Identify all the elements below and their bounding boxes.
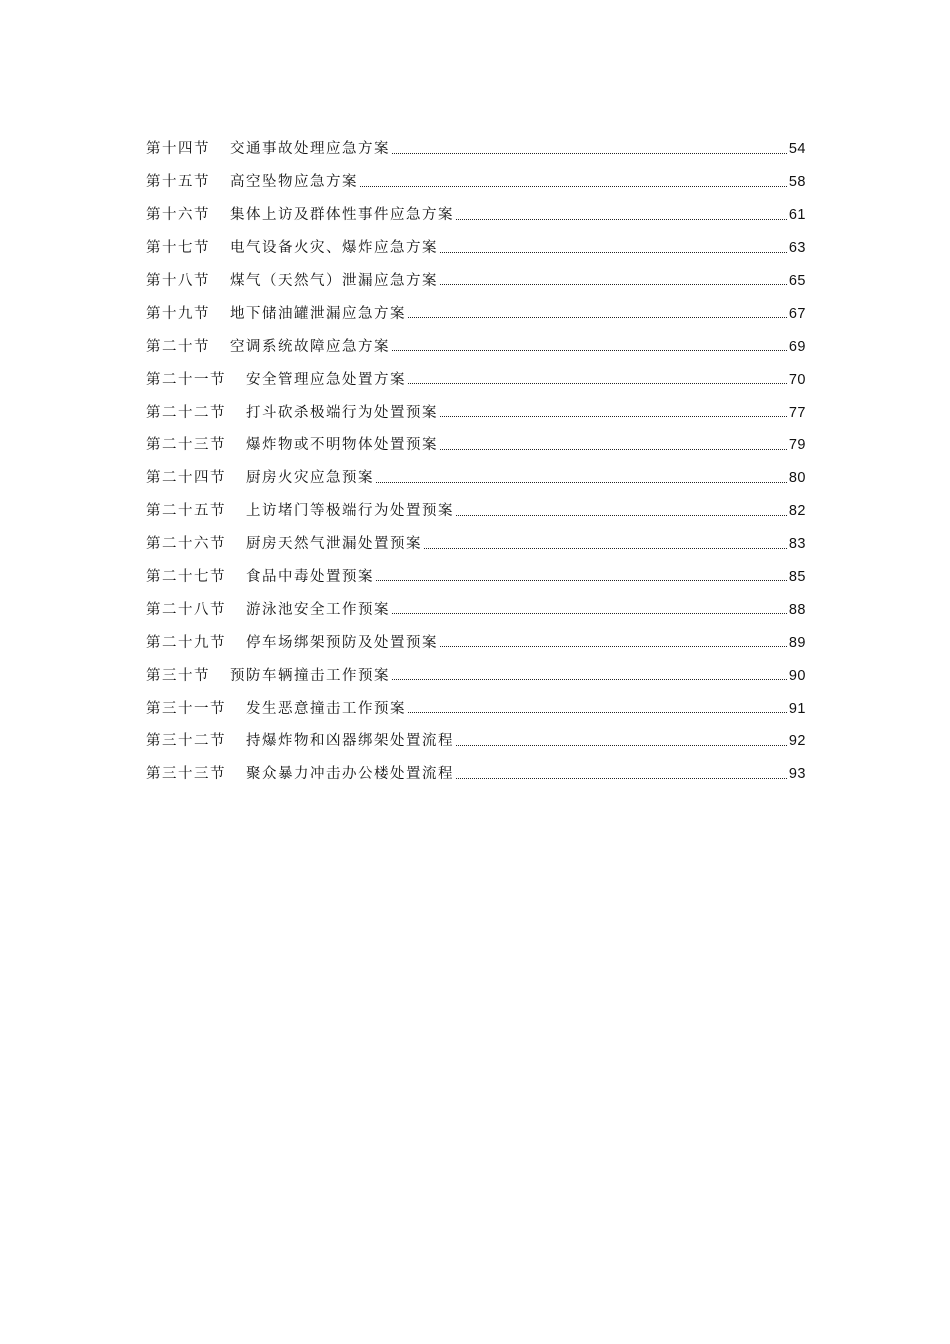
toc-title: 聚众暴力冲击办公楼处置流程 bbox=[246, 766, 454, 783]
toc-entry[interactable] bbox=[146, 124, 806, 157]
toc-entry[interactable] bbox=[146, 716, 806, 749]
toc-leader-dots bbox=[440, 448, 787, 450]
toc-page-number: 67 bbox=[788, 305, 806, 322]
toc-leader-dots bbox=[392, 349, 787, 351]
toc-entry[interactable] bbox=[146, 519, 806, 552]
toc-page-number: 54 bbox=[788, 141, 806, 158]
toc-chapter: 第二十六节 bbox=[146, 536, 226, 553]
toc-entry[interactable] bbox=[146, 453, 806, 486]
toc-chapter: 第十五节 bbox=[146, 174, 210, 191]
toc-page-number: 77 bbox=[788, 404, 806, 421]
toc-entry[interactable] bbox=[146, 420, 806, 453]
toc-entry[interactable] bbox=[146, 223, 806, 256]
toc-chapter: 第三十二节 bbox=[146, 733, 226, 750]
toc-page-number: 80 bbox=[788, 470, 806, 487]
toc-entry[interactable] bbox=[146, 354, 806, 387]
toc-chapter: 第二十四节 bbox=[146, 470, 226, 487]
toc-chapter: 第二十节 bbox=[146, 338, 210, 355]
toc-title: 安全管理应急处置方案 bbox=[246, 371, 406, 388]
toc-chapter: 第十七节 bbox=[146, 240, 210, 257]
toc-entry[interactable] bbox=[146, 387, 806, 420]
toc-title: 食品中毒处置预案 bbox=[246, 568, 374, 585]
toc-page-number: 88 bbox=[788, 601, 806, 618]
toc-entry[interactable] bbox=[146, 749, 806, 782]
toc-page-number: 79 bbox=[788, 437, 806, 454]
toc-title: 上访堵门等极端行为处置预案 bbox=[246, 503, 454, 520]
toc-entry[interactable] bbox=[146, 617, 806, 650]
toc-entry[interactable] bbox=[146, 288, 806, 321]
toc-page-number: 92 bbox=[788, 733, 806, 750]
toc-leader-dots bbox=[440, 283, 787, 285]
toc-leader-dots bbox=[424, 547, 787, 549]
toc-entry[interactable] bbox=[146, 321, 806, 354]
toc-leader-dots bbox=[408, 382, 787, 384]
toc-leader-dots bbox=[456, 514, 787, 516]
toc-leader-dots bbox=[440, 251, 787, 253]
toc-page-number: 83 bbox=[788, 536, 806, 553]
toc-chapter: 第二十三节 bbox=[146, 437, 226, 454]
toc-leader-dots bbox=[440, 645, 787, 647]
toc-leader-dots bbox=[376, 481, 787, 483]
toc-leader-dots bbox=[456, 777, 787, 779]
toc-entry[interactable] bbox=[146, 486, 806, 519]
toc-entry[interactable] bbox=[146, 584, 806, 617]
toc-title: 发生恶意撞击工作预案 bbox=[246, 700, 406, 717]
toc-title: 爆炸物或不明物体处置预案 bbox=[246, 437, 438, 454]
toc-page-number: 61 bbox=[788, 207, 806, 224]
toc-page-number: 65 bbox=[788, 272, 806, 289]
toc-page-number: 63 bbox=[788, 240, 806, 257]
toc-entry[interactable] bbox=[146, 683, 806, 716]
toc-chapter: 第二十二节 bbox=[146, 404, 226, 421]
toc-leader-dots bbox=[408, 711, 787, 713]
toc-title: 游泳池安全工作预案 bbox=[246, 601, 390, 618]
toc-entry[interactable] bbox=[146, 190, 806, 223]
toc-page-number: 58 bbox=[788, 174, 806, 191]
toc-entry[interactable] bbox=[146, 552, 806, 585]
toc-leader-dots bbox=[376, 579, 787, 581]
toc-title: 厨房火灾应急预案 bbox=[246, 470, 374, 487]
toc-page-number: 85 bbox=[788, 568, 806, 585]
toc-entry[interactable] bbox=[146, 157, 806, 190]
toc-leader-dots bbox=[360, 185, 787, 187]
toc-entry[interactable] bbox=[146, 256, 806, 289]
toc-page-number: 69 bbox=[788, 338, 806, 355]
toc-page-number: 90 bbox=[788, 667, 806, 684]
toc-title: 预防车辆撞击工作预案 bbox=[230, 667, 390, 684]
toc-entry[interactable] bbox=[146, 650, 806, 683]
toc-title: 停车场绑架预防及处置预案 bbox=[246, 634, 438, 651]
toc-chapter: 第二十一节 bbox=[146, 371, 226, 388]
toc-leader-dots bbox=[392, 152, 787, 154]
toc-page-number: 89 bbox=[788, 634, 806, 651]
toc-chapter: 第二十九节 bbox=[146, 634, 226, 651]
toc-title: 持爆炸物和凶器绑架处置流程 bbox=[246, 733, 454, 750]
toc-title: 打斗砍杀极端行为处置预案 bbox=[246, 404, 438, 421]
toc-title: 厨房天然气泄漏处置预案 bbox=[246, 536, 422, 553]
toc-page-number: 93 bbox=[788, 766, 806, 783]
toc-title: 电气设备火灾、爆炸应急方案 bbox=[230, 240, 438, 257]
toc-chapter: 第二十五节 bbox=[146, 503, 226, 520]
toc-chapter: 第十六节 bbox=[146, 207, 210, 224]
toc-chapter: 第二十八节 bbox=[146, 601, 226, 618]
toc-leader-dots bbox=[392, 612, 787, 614]
toc-leader-dots bbox=[456, 744, 787, 746]
toc-leader-dots bbox=[392, 678, 787, 680]
toc-page-number: 82 bbox=[788, 503, 806, 520]
toc-page-number: 70 bbox=[788, 371, 806, 388]
toc-leader-dots bbox=[456, 218, 787, 220]
toc-title: 空调系统故障应急方案 bbox=[230, 338, 390, 355]
toc-chapter: 第三十节 bbox=[146, 667, 210, 684]
toc-title: 集体上访及群体性事件应急方案 bbox=[230, 207, 454, 224]
toc-title: 交通事故处理应急方案 bbox=[230, 141, 390, 158]
toc-leader-dots bbox=[440, 415, 787, 417]
toc-title: 煤气（天然气）泄漏应急方案 bbox=[230, 272, 438, 289]
toc-chapter: 第三十一节 bbox=[146, 700, 226, 717]
table-of-contents bbox=[146, 124, 806, 782]
toc-page-number: 91 bbox=[788, 700, 806, 717]
toc-title: 高空坠物应急方案 bbox=[230, 174, 358, 191]
toc-chapter: 第十八节 bbox=[146, 272, 210, 289]
toc-leader-dots bbox=[408, 316, 787, 318]
toc-chapter: 第二十七节 bbox=[146, 568, 226, 585]
toc-chapter: 第十四节 bbox=[146, 141, 210, 158]
toc-chapter: 第十九节 bbox=[146, 305, 210, 322]
toc-chapter: 第三十三节 bbox=[146, 766, 226, 783]
toc-title: 地下储油罐泄漏应急方案 bbox=[230, 305, 406, 322]
